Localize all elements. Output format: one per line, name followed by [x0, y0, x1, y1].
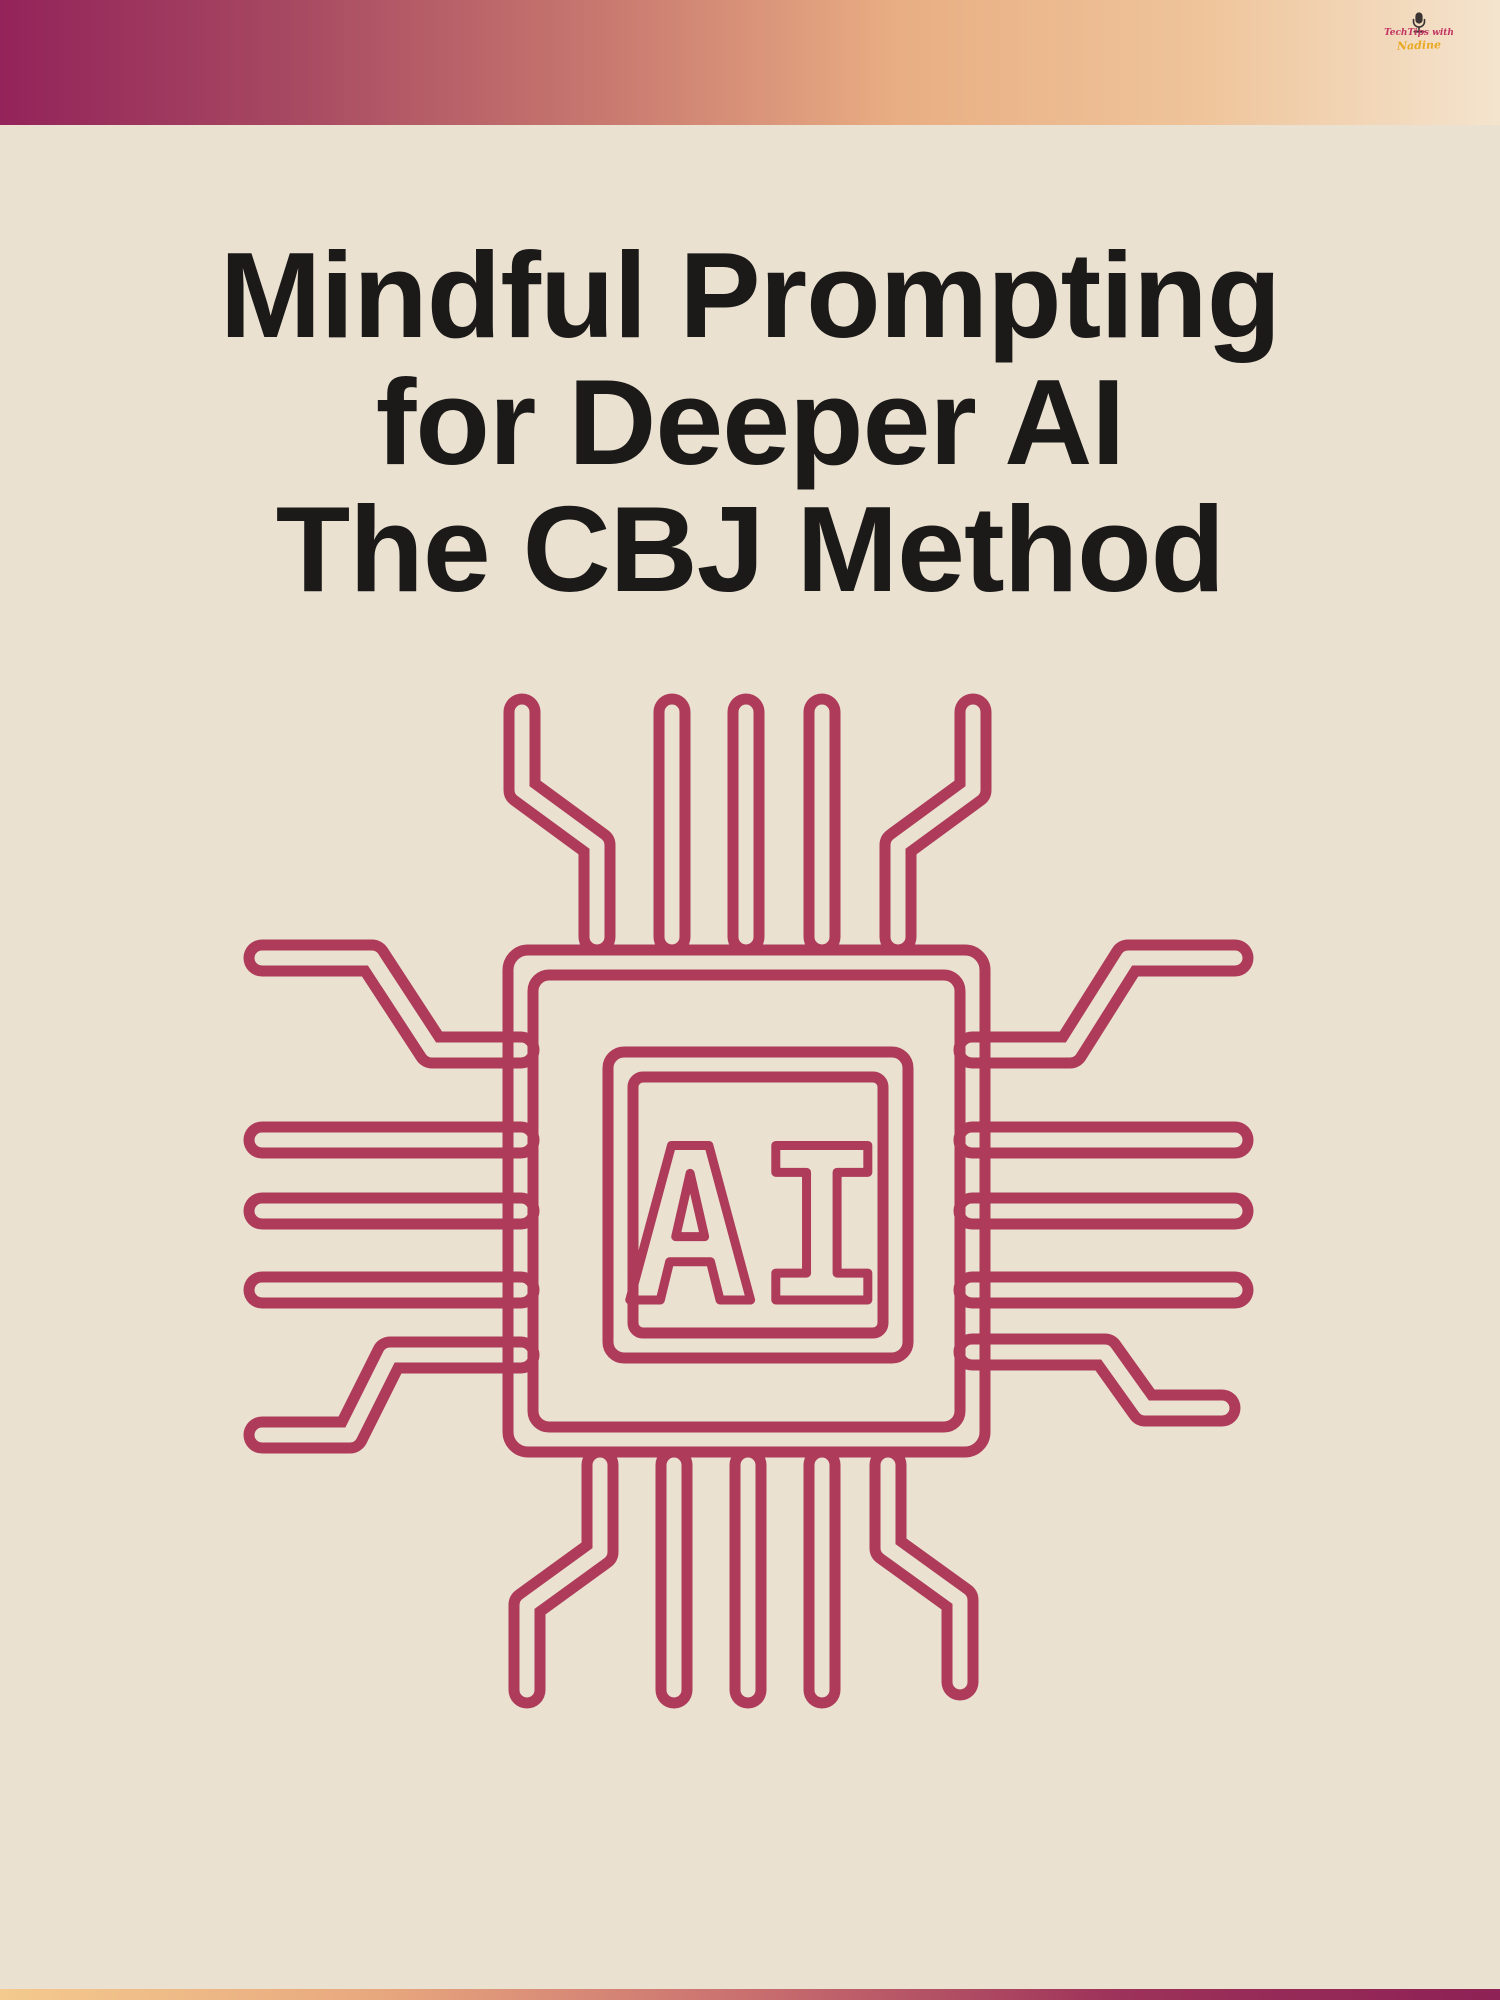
title-line-3: The CBJ Method: [275, 481, 1225, 617]
title-line-1: Mindful Prompting: [219, 227, 1281, 363]
logo-text-name: Nadine: [1396, 38, 1442, 53]
bottom-gradient-bar: [0, 1989, 1500, 2000]
title-line-2: for Deeper AI: [375, 354, 1125, 490]
chip-label: AI: [626, 1103, 890, 1350]
logo-text-top: TechTips with: [1384, 28, 1454, 38]
